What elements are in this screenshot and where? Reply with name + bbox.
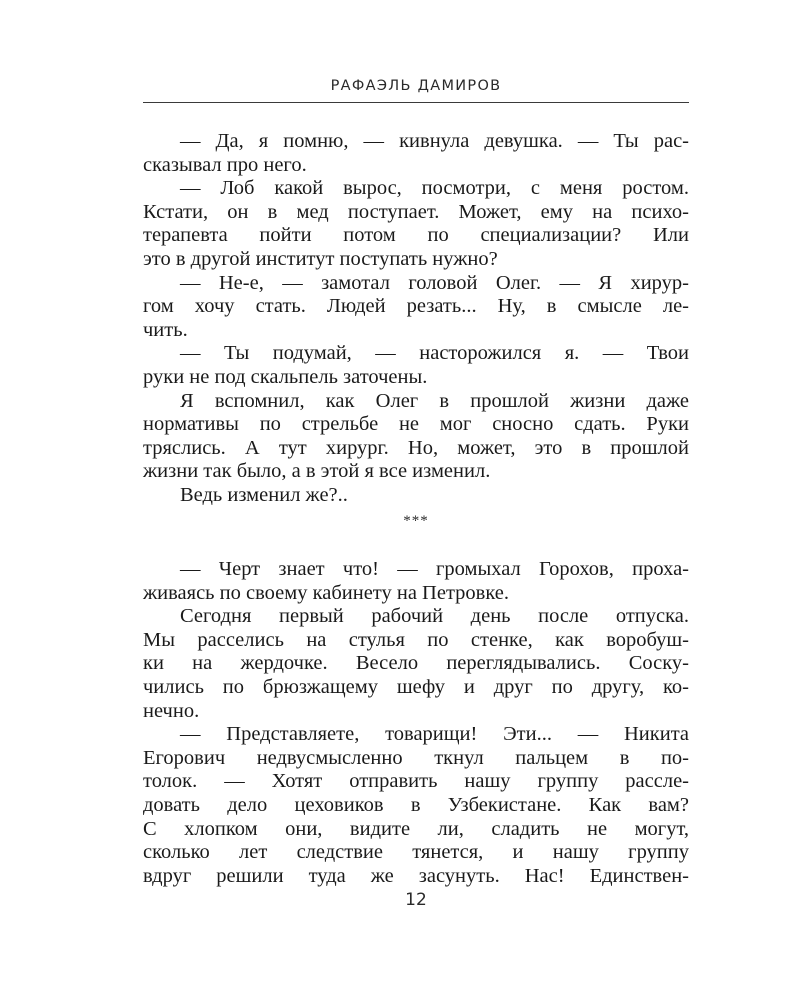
text-block-2 — [143, 558, 689, 888]
page-number: 12 — [405, 890, 427, 910]
text-line: С хлопком они, видите ли, сладить не могут, — [143, 817, 689, 840]
text-line: Егорович недвусмысленно ткнул пальцем в по- — [143, 746, 689, 769]
text-line: живаясь по своему кабинету на Петровке. — [143, 581, 510, 604]
text-line: нормативы по стрельбе не мог сносно сдать. Руки — [143, 413, 689, 436]
text-line: гом хочу стать. Людей резать... Ну, в смысле ле- — [143, 295, 689, 318]
text-line: нечно. — [143, 699, 200, 722]
text-line: — Ты подумай, — насторожился я. — Твои — [180, 342, 689, 365]
text-line: Я вспомнил, как Олег в прошлой жизни даже — [180, 389, 689, 412]
text-line: вдруг решили туда же засунуть. Нас! Единствен- — [143, 864, 689, 887]
text-line: сколько лет следствие тянется, и нашу группу — [143, 841, 689, 864]
text-line: терапевта пойти потом по специализации? Или — [143, 224, 689, 247]
text-block-1 — [143, 130, 689, 508]
running-head: РАФАЭЛЬ ДАМИРОВ — [330, 78, 502, 94]
text-line: чились по брюзжащему шефу и друг по другу, ко- — [143, 675, 689, 698]
text-line: Кстати, он в мед поступает. Может, ему на психо- — [143, 200, 689, 223]
text-line: довать дело цеховиков в Узбекистане. Как вам? — [143, 793, 689, 816]
text-line: — Да, я помню, — кивнула девушка. — Ты рас- — [180, 130, 689, 152]
text-line: тряслись. А тут хирург. Но, может, это в прошлой — [143, 436, 689, 459]
header-rule — [143, 102, 689, 103]
text-line: Сегодня первый рабочий день после отпуска. — [180, 605, 689, 628]
text-line: — Лоб какой вырос, посмотри, с меня ростом. — [180, 177, 689, 200]
text-line: — Не-е, — замотал головой Олег. — Я хирур- — [180, 271, 689, 294]
text-line: Мы расселись на стулья по стенке, как воробуш- — [143, 628, 689, 651]
text-line: жизни так было, а в этой я все изменил. — [143, 460, 491, 483]
text-line: это в другой институт поступать нужно? — [143, 247, 498, 270]
text-line: чить. — [143, 318, 188, 341]
text-line: Ведь изменил же?.. — [180, 483, 348, 506]
section-separator: *** — [403, 513, 429, 529]
text-line: толок. — Хотят отправить нашу группу рассле- — [143, 770, 689, 793]
text-line: сказывал про него. — [143, 153, 307, 176]
text-line: — Черт знает что! — громыхал Горохов, проха- — [180, 558, 689, 580]
text-line: ки на жердочке. Весело переглядывались. Соску- — [143, 652, 689, 675]
text-line: — Представляете, товарищи! Эти... — Никита — [180, 723, 689, 746]
text-line: руки не под скальпель заточены. — [143, 365, 428, 388]
